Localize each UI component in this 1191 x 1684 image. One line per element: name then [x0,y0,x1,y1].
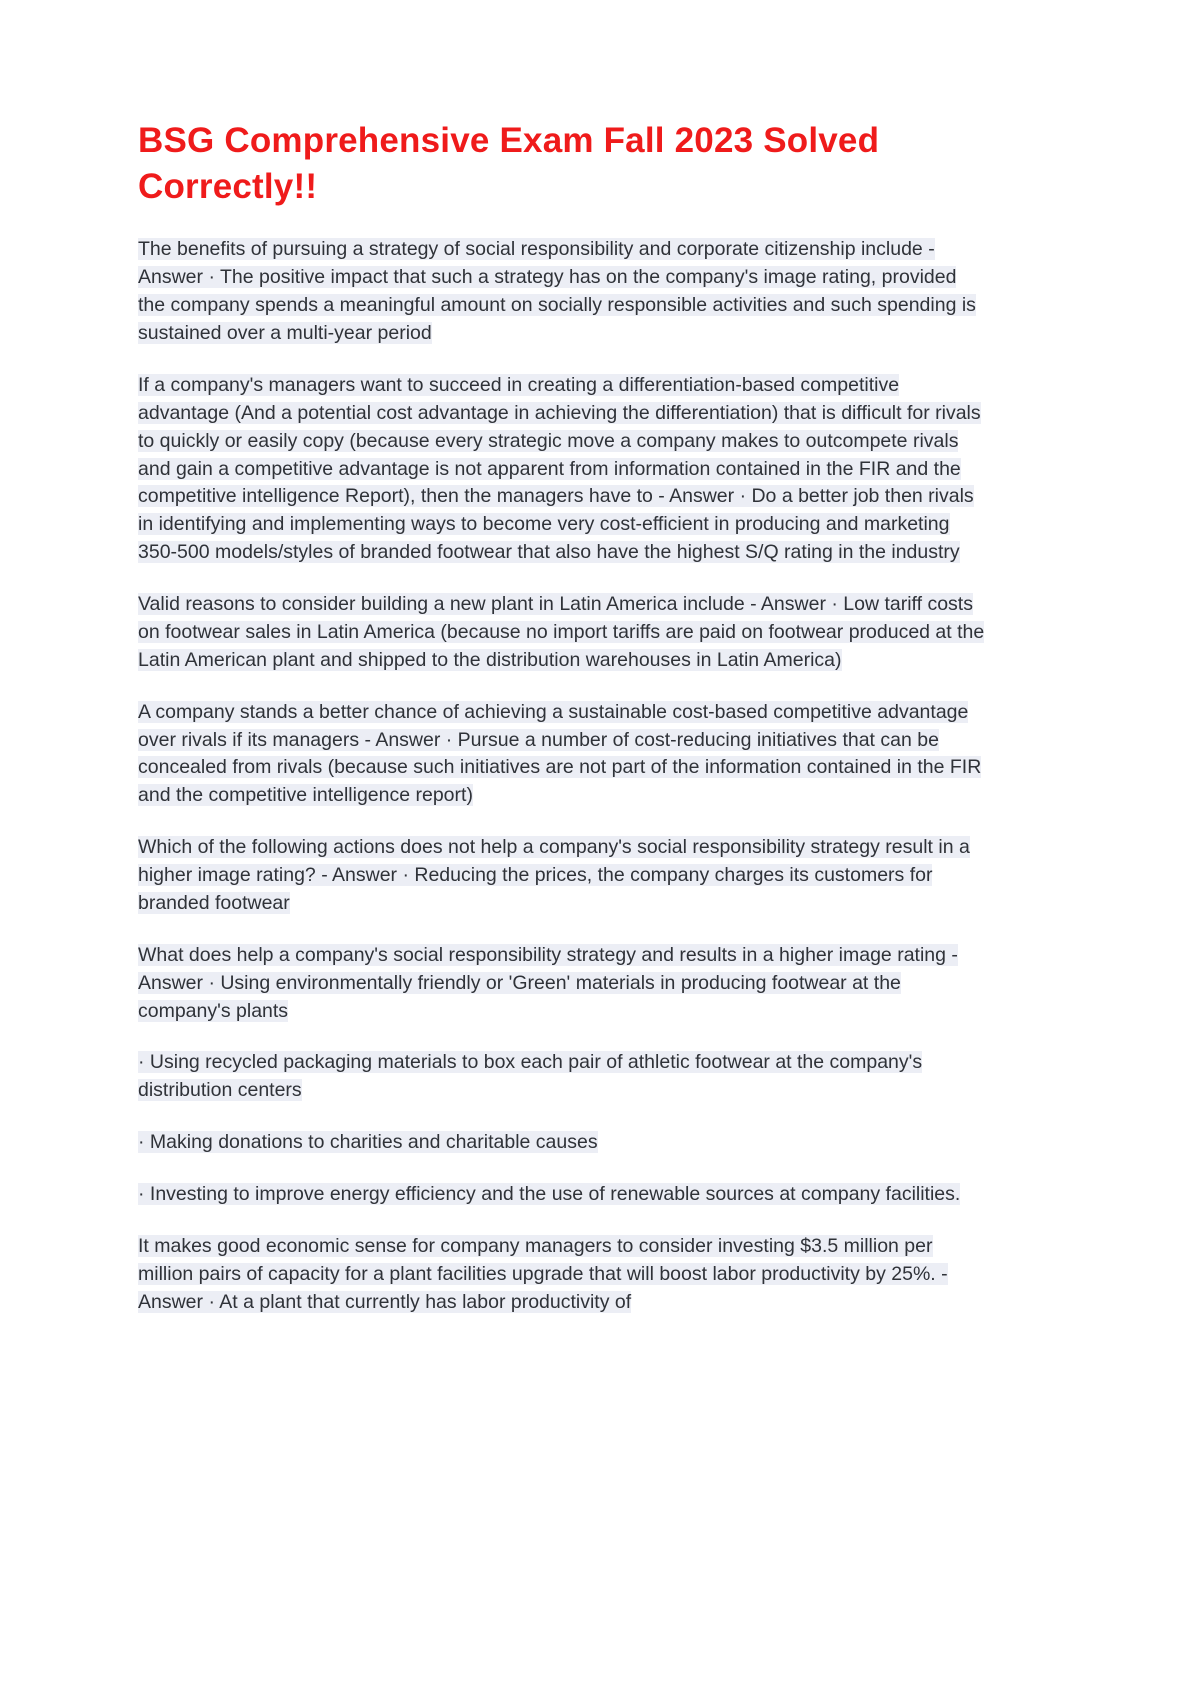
paragraph [138,236,986,348]
paragraph-text: It makes good economic sense for company managers to consider investing $3.5 million per million pairs of capacity for a plant facilities upgrade that will boost labor productivity by 25%. - Answer · At a plant that currently has labor productivity of [138,1234,948,1313]
paragraph [138,699,986,811]
paragraph [138,1129,986,1157]
paragraph-text: · Making donations to charities and charitable causes [138,1131,598,1154]
paragraph-text: A company stands a better chance of achieving a sustainable cost-based competitive advantage over rivals if its managers - Answer · Pursue a number of cost-reducing initiatives that can be concealed from rivals (because such initiatives are not part of the information contained in the FIR and the competitive intelligence report) [138,700,982,807]
paragraph-text: Which of the following actions does not help a company's social responsibility strategy result in a higher image rating? - Answer · Reducing the prices, the company charges its customers for branded footwear [138,836,970,914]
paragraph [138,372,986,567]
paragraph-text: · Using recycled packaging materials to box each pair of athletic footwear at the company's distribution centers [138,1051,923,1102]
paragraph [138,1049,986,1105]
paragraph-text: Valid reasons to consider building a new plant in Latin America include - Answer · Low tariff costs on footwear sales in Latin America (because no import tariffs are paid on footwear produced at the Latin American plant and shipped to the distribution warehouses in Latin America) [138,593,985,671]
paragraph [138,942,986,1026]
paragraph [138,834,986,918]
paragraph-text: If a company's managers want to succeed in creating a differentiation-based competitive advantage (And a potential cost advantage in achieving the differentiation) that is difficult for rivals to quickly or easily copy (because every strategic move a company makes to outcompete rivals and gain a competitive advantage is not apparent from information contained in the FIR and the competitive intelligence Report), then the managers have to - Answer · Do a better job then rivals in identifying and implementing ways to become very cost-efficient in producing and marketing 350-500 models/styles of branded footwear that also have the highest S/Q rating in the industry [138,373,981,564]
page-title: BSG Comprehensive Exam Fall 2023 Solved Correctly!! [138,121,880,207]
paragraph-text: The benefits of pursuing a strategy of social responsibility and corporate citizenship include - Answer · The positive impact that such a strategy has on the company's image rating, provided the company spends a meaningful amount on socially responsible activities and such spending is sustained over a multi-year period [138,238,976,344]
paragraph [138,1233,986,1317]
paragraph [138,591,986,675]
paragraph-text: · Investing to improve energy efficiency and the use of renewable sources at company facilities. [138,1183,961,1205]
paragraph-text: What does help a company's social responsibility strategy and results in a higher image rating - Answer · Using environmentally friendly or 'Green' materials in producing footwear at the company's plants [138,943,958,1022]
paragraph [138,1181,986,1209]
